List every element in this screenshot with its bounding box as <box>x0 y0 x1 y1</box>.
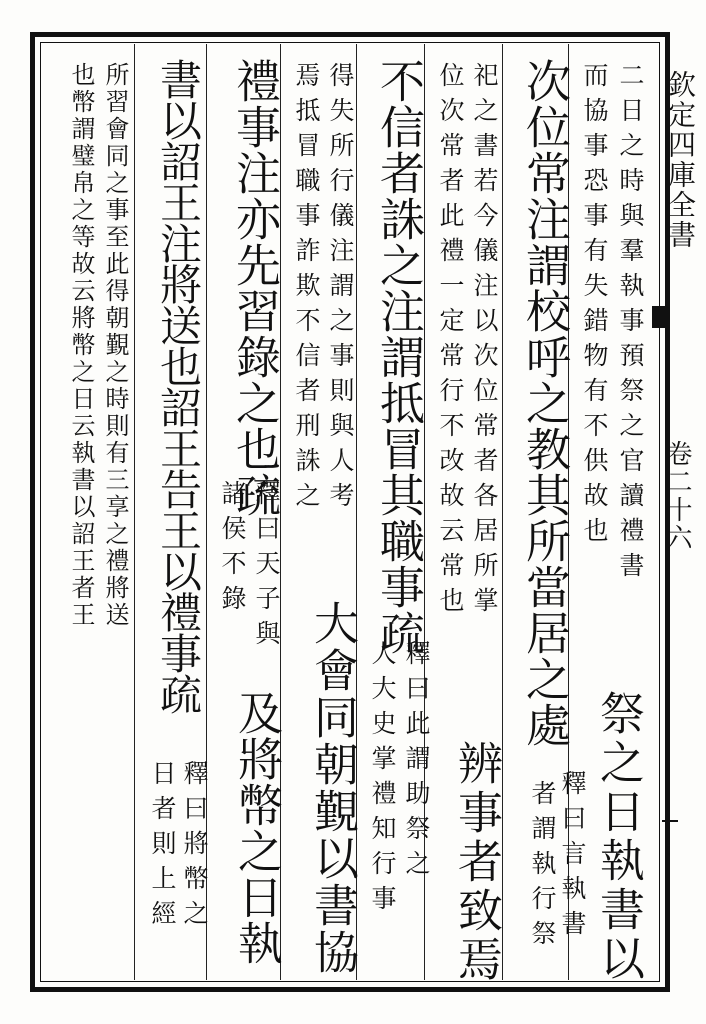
text-column: 諸侯不錄 <box>218 480 247 620</box>
text-column: 人大史掌禮知行事 <box>368 640 397 920</box>
text-column: 不信者誅之注謂抵冒其職事疏 <box>372 58 425 656</box>
text-column: 焉抵冒職事詐欺不信者刑誅之 <box>292 62 321 517</box>
text-column: 次位常注謂校呼之教其所當居之處 <box>518 58 571 748</box>
text-column: 釋曰此謂助祭之 <box>402 640 431 885</box>
margin-tab-mark <box>652 306 666 328</box>
text-column: 祀之書若今儀注以次位常者各居所掌 <box>470 62 499 622</box>
volume-label: 卷二十六 <box>662 440 692 552</box>
text-column: 者謂執行祭 <box>528 780 557 955</box>
text-column: 所習會同之事至此得朝覲之時則有三享之禮將送 <box>101 62 129 629</box>
text-column: 日者則上經 <box>148 760 177 935</box>
text-column: 釋曰言執書 <box>558 770 587 945</box>
text-column: 大會同朝覲以書協 <box>306 600 359 976</box>
text-column: 祭之日執書以 <box>592 690 645 984</box>
text-column: 二日之時與羣執事預祭之官讀禮書 <box>616 62 645 587</box>
text-column: 位次常者此禮一定常行不改故云常也 <box>436 62 465 622</box>
page-margin <box>662 40 706 990</box>
text-column: 及將幣之日執 <box>230 690 283 966</box>
margin-tick-mark <box>662 820 678 822</box>
text-column: 禮事注亦先習錄之也疏 <box>228 58 281 518</box>
text-column: 也幣謂璧帛之等故云將幣之日云執書以詔王者王 <box>67 62 95 629</box>
text-column: 釋曰將幣之 <box>180 760 209 935</box>
text-column: 而協事恐事有失錯物有不供故也 <box>580 62 609 552</box>
text-column: 得失所行儀注謂之事則與人考 <box>326 62 355 517</box>
book-title-margin: 欽定四庫全書 <box>664 70 697 250</box>
text-column: 辨事者致焉 <box>450 740 503 985</box>
column-divider <box>134 44 135 980</box>
text-column: 釋曰天子與 <box>252 480 281 655</box>
text-column: 書以詔王注將送也詔王告王以禮事疏 <box>154 58 203 714</box>
